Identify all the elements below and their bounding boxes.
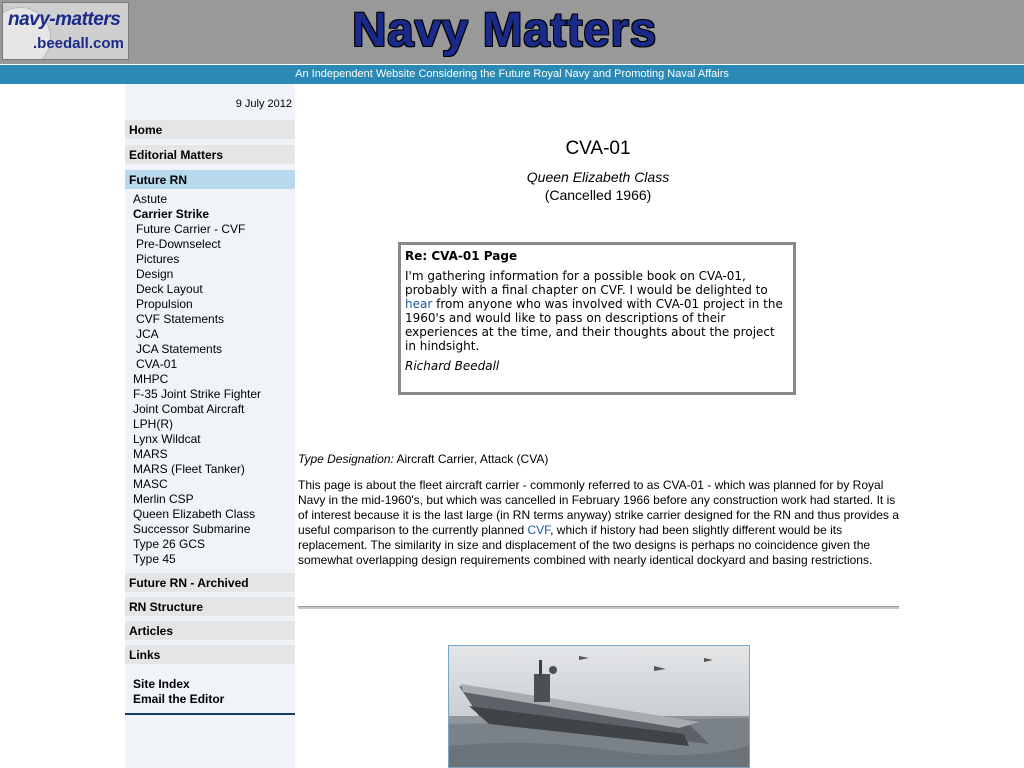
type-designation bbox=[298, 452, 548, 466]
page-title: CVA-01 bbox=[565, 138, 631, 159]
nav-rn-structure[interactable]: RN Structure bbox=[125, 597, 295, 616]
nav-email-editor[interactable]: Email the Editor bbox=[133, 692, 225, 706]
main-content bbox=[298, 84, 901, 768]
nav-queen-elizabeth-class[interactable]: Queen Elizabeth Class bbox=[133, 507, 256, 521]
cvf-link[interactable]: CVF bbox=[527, 523, 551, 537]
nav-jca-statements[interactable]: JCA Statements bbox=[136, 342, 223, 356]
sidebar bbox=[125, 84, 295, 768]
intro-text-end: , which if history had been slightly different would be its replacement. The similarity in size and displacement of the two designs is perhaps no coincidence given the somewhat overlapping design requirements combined with nearly identical dockyard and basing restrictions. bbox=[298, 523, 873, 567]
nav-mars-fleet-tanker[interactable]: MARS (Fleet Tanker) bbox=[133, 462, 245, 476]
nav-design[interactable]: Design bbox=[136, 267, 174, 281]
logo-text-line1: navy-matters bbox=[8, 9, 121, 30]
tagline-bar bbox=[0, 64, 1024, 84]
nav-merlin-csp[interactable]: Merlin CSP bbox=[133, 492, 194, 506]
nav-propulsion[interactable]: Propulsion bbox=[136, 297, 193, 311]
nav-lphr[interactable]: LPH(R) bbox=[133, 417, 174, 431]
nav-home[interactable]: Home bbox=[125, 120, 295, 139]
nav-f35[interactable]: F-35 Joint Strike Fighter bbox=[133, 387, 262, 401]
tagline: An Independent Website Considering the Future Royal Navy and Promoting Naval Affairs bbox=[295, 68, 729, 80]
intro-paragraph bbox=[298, 478, 901, 568]
site-logo[interactable] bbox=[2, 2, 129, 60]
nav-jca[interactable]: JCA bbox=[136, 327, 159, 341]
nav-future-rn[interactable]: Future RN bbox=[125, 170, 295, 189]
nav-future-carrier-cvf[interactable]: Future Carrier - CVF bbox=[136, 222, 246, 236]
nav-site-index[interactable]: Site Index bbox=[133, 677, 190, 691]
horizontal-rule bbox=[298, 606, 899, 609]
notice-box bbox=[398, 242, 796, 395]
notice-text-end: from anyone who was involved with CVA-01 project in the 1960's and would like to pass on descriptions of their experiences at the time, and their thoughts about the project in hindsight. bbox=[405, 297, 783, 353]
nav-carrier-strike[interactable]: Carrier Strike bbox=[133, 207, 210, 221]
notice-body bbox=[405, 269, 789, 353]
notice-text-start: I'm gathering information for a possible book on CVA-01, probably with a final chapter on CVF. I would be delighted to bbox=[405, 269, 768, 297]
nav-articles[interactable]: Articles bbox=[125, 621, 295, 640]
site-header bbox=[0, 0, 1024, 64]
nav-pre-downselect[interactable]: Pre-Downselect bbox=[136, 237, 221, 251]
nav-pictures[interactable]: Pictures bbox=[136, 252, 180, 266]
carrier-illustration[interactable] bbox=[448, 645, 750, 768]
hear-link[interactable]: hear bbox=[405, 297, 433, 311]
nav-links[interactable]: Links bbox=[125, 645, 295, 664]
page-date: 9 July 2012 bbox=[235, 98, 292, 110]
nav-future-rn-archived[interactable]: Future RN - Archived bbox=[125, 573, 295, 592]
nav-deck-layout[interactable]: Deck Layout bbox=[136, 282, 203, 296]
site-title: Navy Matters bbox=[352, 4, 657, 57]
page-subtitle-class: Queen Elizabeth Class bbox=[526, 169, 670, 185]
notice-title: Re: CVA-01 Page bbox=[405, 249, 518, 263]
notice-signature: Richard Beedall bbox=[405, 359, 500, 373]
nav-masc[interactable]: MASC bbox=[133, 477, 168, 491]
nav-type-45[interactable]: Type 45 bbox=[133, 552, 176, 566]
nav-successor-submarine[interactable]: Successor Submarine bbox=[133, 522, 251, 536]
type-designation-label: Type Designation: bbox=[298, 452, 394, 466]
logo-text-line2: .beedall.com bbox=[33, 35, 124, 52]
page-subtitle-status: (Cancelled 1966) bbox=[544, 187, 652, 203]
nav-mhpc[interactable]: MHPC bbox=[133, 372, 169, 386]
intro-text-start: This page is about the fleet aircraft carrier - commonly referred to as CVA-01 - which was planned for by Royal Navy in the mid-1960's, but which was cancelled in February 1966 before any construction work had started. It is of interest because it is the last large (in RN terms anyway) strike carrier designed for the RN and thus provides a useful comparison to the currently planned bbox=[298, 478, 899, 537]
nav-type-26-gcs[interactable]: Type 26 GCS bbox=[133, 537, 206, 551]
aircraft-carrier-image bbox=[449, 646, 749, 767]
nav-cvf-statements[interactable]: CVF Statements bbox=[136, 312, 225, 326]
nav-mars[interactable]: MARS bbox=[133, 447, 168, 461]
nav-astute[interactable]: Astute bbox=[133, 192, 168, 206]
nav-joint-combat-aircraft[interactable]: Joint Combat Aircraft bbox=[133, 402, 245, 416]
type-designation-value: Aircraft Carrier, Attack (CVA) bbox=[393, 452, 549, 466]
sidebar-divider bbox=[125, 713, 295, 715]
nav-cva-01[interactable]: CVA-01 bbox=[136, 357, 178, 371]
nav-editorial-matters[interactable]: Editorial Matters bbox=[125, 145, 295, 164]
nav-lynx-wildcat[interactable]: Lynx Wildcat bbox=[133, 432, 201, 446]
